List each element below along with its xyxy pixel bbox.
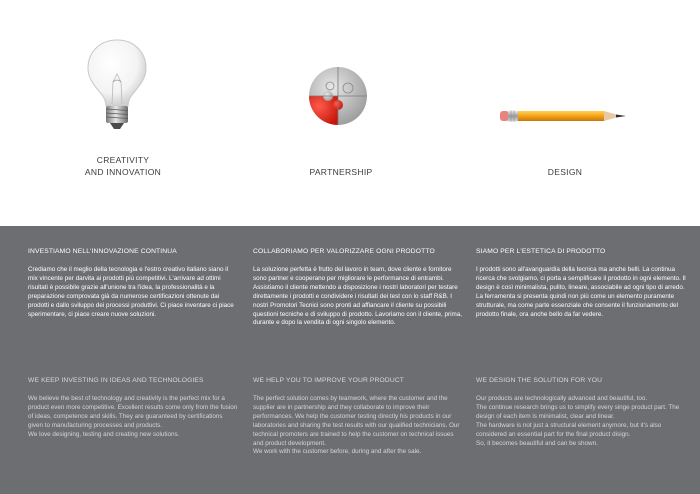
column-italian-design [476,248,686,319]
column-paragraph: We work with the customer before, during and after the sale. [253,448,422,456]
feature-title [48,154,198,178]
column-english-improve [253,377,463,457]
column-text: Crediamo che il meglio della tecnologia e l'estro creativo italiano siano il mix vincente per darvita ai prodotti più competitivi. L'arrivare ad ottimi risultati è possibile grazie all'unione tra l'idea, la professionalità e la preparazione comprovata già da numerose certificazioni ottenute dai prodotti e dallo sviluppo dei processi produttivi. Ci piace inventare ci piace sperimentare, ci piace creare nuove soluzioni. [28,266,234,318]
features-section [0,0,700,226]
feature-partnership [266,166,416,178]
column-text [476,395,686,448]
column-heading: COLLABORIAMO PER VALORIZZARE OGNI PRODOTTO [253,248,435,255]
column-text: La soluzione perfetta è frutto del lavoro in team, dove cliente e fornitore sono partner e cooperano per migliorare le performance di entrambi. Assistiamo il cliente mettendo a disposizione i nostri laboratori per testare direttamente i prodotti e condividere i risultati dei test con lo staff R&B. I nostri Promotori Tecnici sono pronti ad affiancare il cliente su possibili questioni tecniche e di sviluppo di prodotto. Lavoriamo con il cliente, prima, durante e dopo la vendita di ogni singolo elemento. [253,266,462,327]
column-heading: SIAMO PER L'ESTETICA DI PRODOTTO [476,248,606,255]
lightbulb-icon [84,38,150,130]
column-paragraph: Our products are technologically advanced and beautiful, too. [476,395,648,402]
feature-title: DESIGN [547,167,583,177]
column-paragraph: The perfect solution comes by teamwork, where the customer and the supplier are in partnership and they collaborate to improve their performances. We help the customer testing directly his products in our laboratories and sharing the test results with our qualified technicians. Our technical promoters are trained to help the customer on technical issues and product development. [253,395,460,447]
column-text [28,395,238,440]
feature-title-line: AND INNOVATION [84,167,162,177]
feature-title-line: CREATIVITY [96,155,150,165]
column-heading: INVESTIAMO NELL'INNOVAZIONE CONTINUA [28,248,177,255]
puzzle-icon [306,64,370,128]
column-text [253,395,463,457]
column-italian-collaboration [253,248,463,328]
column-heading: WE DESIGN THE SOLUTION FOR YOU [476,377,603,384]
pencil-icon [500,106,628,126]
feature-creativity [48,154,198,178]
feature-design [490,166,640,178]
column-paragraph: We love designing, testing and creating new solutions. [28,430,180,438]
column-english-investing [28,377,238,440]
column-paragraph: The continue research brings us to simplify every singe product part. The design of each item is minimalist, clear and linear. [476,403,680,420]
column-english-design [476,377,686,448]
column-paragraph: We believe the best of technology and creativity is the perfect mix for a product even more competitive. Excellent results come only from the fusion of ideas, competence and skills. They are guaranteed by certifications given to manufacturing processes and products. [28,395,238,429]
column-paragraph: So, it becomes beautiful and can be shown. [476,439,598,447]
column-paragraph: The hardware is not just a structural element anymore, but it's also considered an essential part for the final product disign. [476,421,662,438]
column-italian-innovation [28,248,238,319]
column-text: I prodotti sono all'avanguardia della tecnica ma anche belli. La continua ricerca che svolgiamo, ci porta a semplificare il prodotto in ogni elemento. Il design è così minimalista, pulito, lineare, associabile ad ogni tipo di arredo. La ferramenta si presenta quindi non più come un elemento puramente strutturale, ma come parte essenziale che consente il funzionamento del prodotto finale, ora anche bello da far vedere. [476,266,686,318]
column-heading: WE KEEP INVESTING IN IDEAS AND TECHNOLOGIES [28,377,204,384]
column-heading: WE HELP YOU TO IMPROVE YOUR PRODUCT [253,377,405,384]
feature-title: PARTNERSHIP [309,167,373,177]
